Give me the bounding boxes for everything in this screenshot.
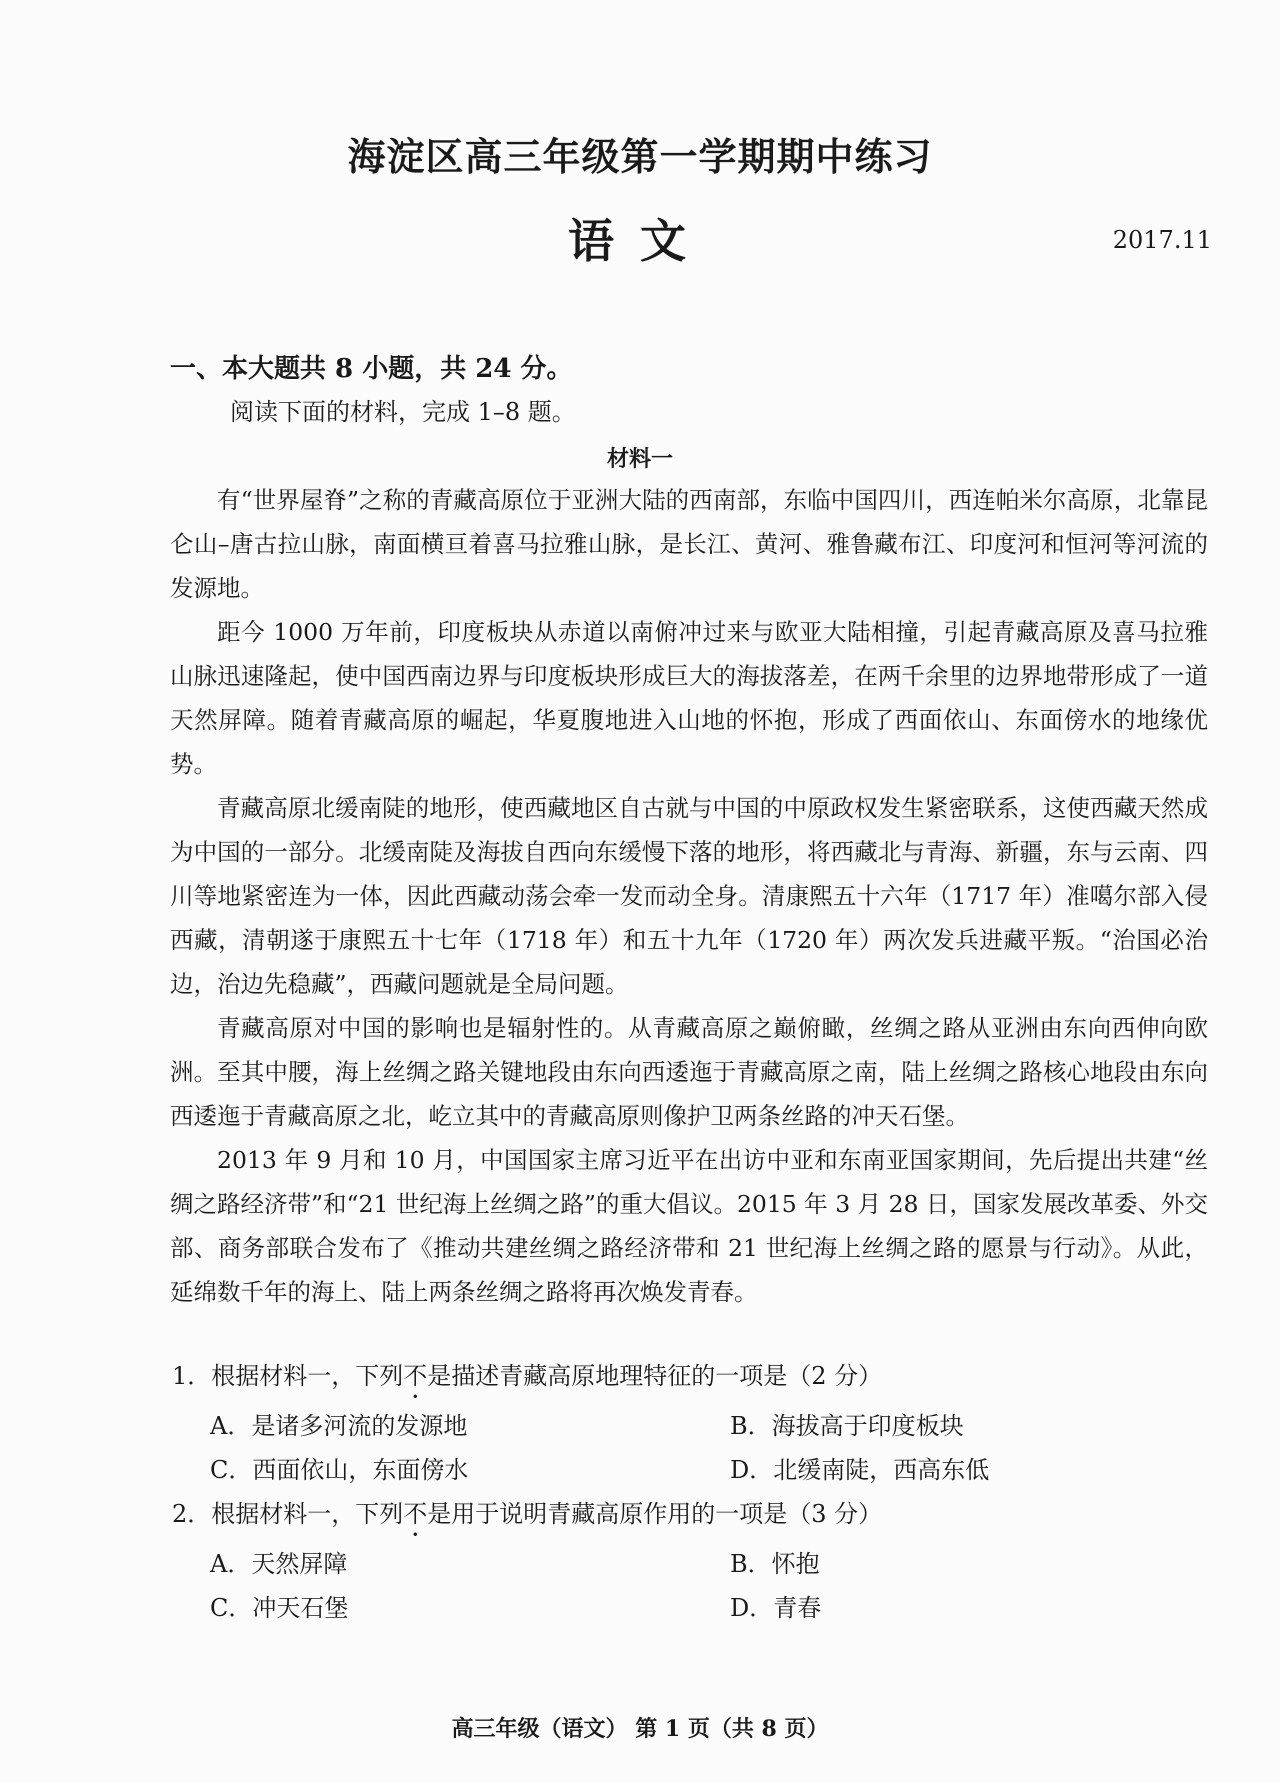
question-stem-emphasis: 不 [403,1362,428,1390]
material-title: 材料一 [606,446,673,472]
subject-title: 语文 [568,214,712,268]
option-b: B．怀抱 [730,1550,820,1578]
question-options [172,1542,1212,1630]
option-a: A．天然屏障 [210,1550,348,1578]
option-a: A．是诸多河流的发源地 [210,1412,468,1440]
material-paragraph: 距今 1000 万年前，印度板块从赤道以南俯冲过来与欧亚大陆相撞，引起青藏高原及喜马拉雅山脉迅速隆起，使中国西南边界与印度板块形成巨大的海拔落差，在两千余里的边界地带形成了一道天然屏障。随着青藏高原的崛起，华夏腹地进入山地的怀抱，形成了西面依山、东面傍水的地缘优势。 [170,618,1208,778]
question [172,1354,1212,1492]
question-stem-emphasis: 不 [403,1500,428,1528]
questions-block [172,1354,1212,1630]
section-instruction: 阅读下面的材料，完成 1–8 题。 [230,398,576,426]
section-heading: 一、本大题共 8 小题，共 24 分。 [170,354,573,384]
option-d: D．青春 [730,1594,822,1622]
option-c: C．西面依山，东面傍水 [210,1456,469,1484]
question-stem [172,1492,1212,1542]
material-body [170,478,1208,1314]
question-stem-pre: 1．根据材料一，下列 [172,1362,404,1390]
option-d: D．北缓南陡，西高东低 [730,1456,990,1484]
material-paragraph: 2013 年 9 月和 10 月，中国国家主席习近平在出访中亚和东南亚国家期间，先后提出共建“丝绸之路经济带”和“21 世纪海上丝绸之路”的重大倡议。2015 年 3 月 28 日，国家发展改革委、外交部、商务部联合发布了《推动共建丝绸之路经济带和 21 世纪海上丝绸之路的愿景与行动》。从此，延绵数千年的海上、陆上两条丝绸之路将再次焕发青春。 [170,1146,1208,1306]
exam-title: 海淀区高三年级第一学期期中练习 [347,134,933,179]
question-stem-pre: 2．根据材料一，下列 [172,1500,404,1528]
question [172,1492,1212,1630]
option-b: B．海拔高于印度板块 [730,1412,964,1440]
page-footer: 高三年级（语文） 第 1 页（共 8 页） [451,1716,829,1742]
question-options [172,1404,1212,1492]
question-stem-post: 是描述青藏高原地理特征的一项是（2 分） [427,1362,883,1390]
question-stem [172,1354,1212,1404]
material-paragraph: 有“世界屋脊”之称的青藏高原位于亚洲大陆的西南部，东临中国四川，西连帕米尔高原，北靠昆仑山–唐古拉山脉，南面横亘着喜马拉雅山脉，是长江、黄河、雅鲁藏布江、印度河和恒河等河流的发源地。 [170,486,1208,602]
option-c: C．冲天石堡 [210,1594,349,1622]
material-paragraph: 青藏高原北缓南陡的地形，使西藏地区自古就与中国的中原政权发生紧密联系，这使西藏天然成为中国的一部分。北缓南陡及海拔自西向东缓慢下落的地形，将西藏北与青海、新疆，东与云南、四川等地紧密连为一体，因此西藏动荡会牵一发而动全身。清康熙五十六年（1717 年）准噶尔部入侵西藏，清朝遂于康熙五十七年（1718 年）和五十九年（1720 年）两次发兵进藏平叛。“治国必治边，治边先稳藏”，西藏问题就是全局问题。 [170,794,1208,998]
exam-date: 2017.11 [1112,226,1212,254]
question-stem-post: 是用于说明青藏高原作用的一项是（3 分） [427,1500,883,1528]
material-paragraph: 青藏高原对中国的影响也是辐射性的。从青藏高原之巅俯瞰，丝绸之路从亚洲由东向西伸向欧洲。至其中腰，海上丝绸之路关键地段由东向西逶迤于青藏高原之南，陆上丝绸之路核心地段由东向西逶迤于青藏高原之北，屹立其中的青藏高原则像护卫两条丝路的冲天石堡。 [170,1014,1208,1130]
